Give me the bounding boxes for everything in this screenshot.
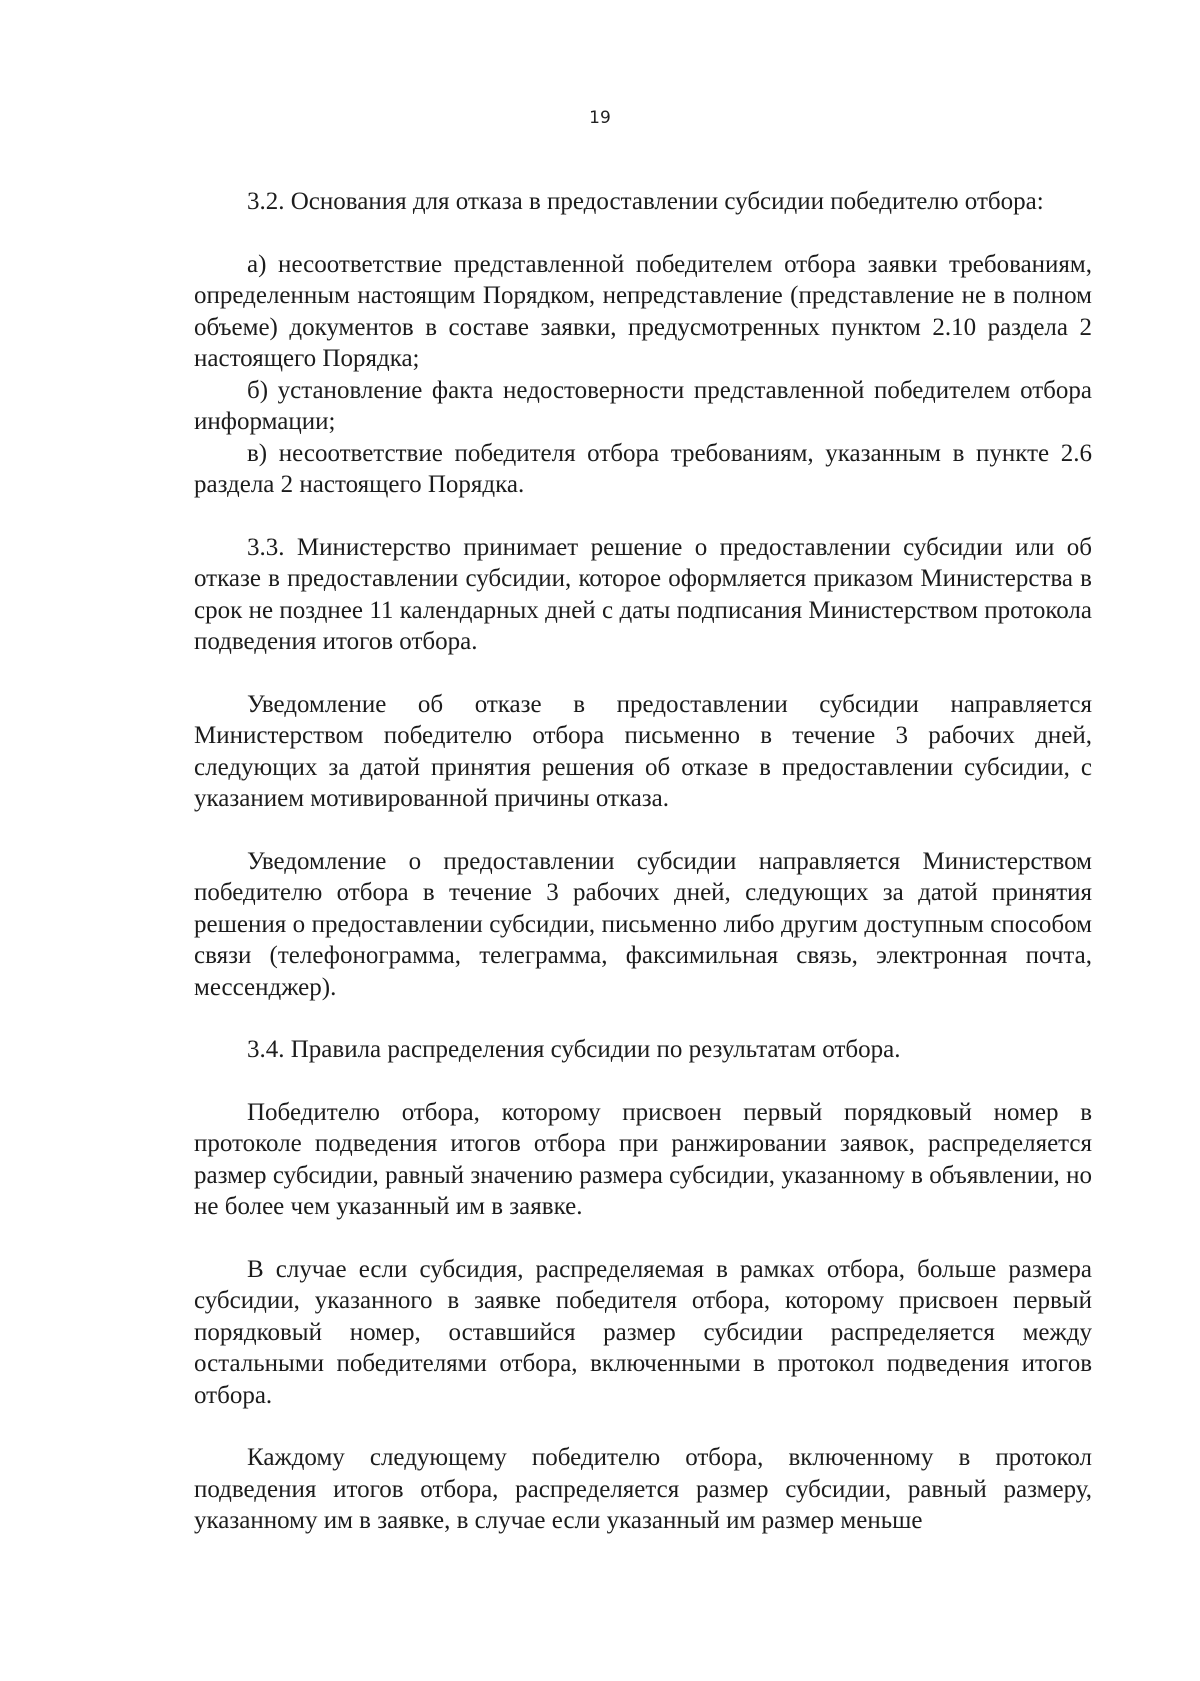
list-item-a: а) несоответствие представленной победителем отбора заявки требованиям, определенным настоящим Порядком, непредставление (представление не в полном объеме) документов в составе заявки, предусмотренных пунктом 2.10 раздела 2 настоящего Порядка;: [194, 250, 1092, 372]
remaining-subsidy-paragraph: В случае если субсидия, распределяемая в рамках отбора, больше размера субсидии, указанного в заявке победителя отбора, которому присвоен первый порядковый номер, оставшийся размер субсидии распределяется между остальными победителями отбора, включенными в протокол подведения итогов отбора.: [194, 1255, 1092, 1409]
list-item-b: б) установление факта недостоверности представленной победителем отбора информации;: [194, 376, 1092, 435]
section-3-4-heading: 3.4. Правила распределения субсидии по результатам отбора.: [247, 1036, 901, 1063]
section-3-2-heading: 3.2. Основания для отказа в предоставлении субсидии победителю отбора:: [247, 188, 1044, 215]
next-winner-paragraph: Каждому следующему победителю отбора, включенному в протокол подведения итогов отбора, распределяется размер субсидии, равный размеру, указанному им в заявке, в случае если указанный им размер меньше: [194, 1444, 1092, 1534]
page-number: 19: [589, 108, 611, 128]
document-body: [194, 186, 1092, 1537]
refusal-notice-paragraph: Уведомление об отказе в предоставлении субсидии направляется Министерством победителю отбора письменно в течение 3 рабочих дней, следующих за датой принятия решения об отказе в предоставлении субсидии, с указанием мотивированной причины отказа.: [194, 690, 1092, 812]
section-3-3-paragraph: 3.3. Министерство принимает решение о предоставлении субсидии или об отказе в предоставлении субсидии, которое оформляется приказом Министерства в срок не позднее 11 календарных дней с даты подписания Министерством протокола подведения итогов отбора.: [194, 533, 1092, 655]
first-winner-paragraph: Победителю отбора, которому присвоен первый порядковый номер в протоколе подведения итогов отбора при ранжировании заявок, распределяется размер субсидии, равный значению размера субсидии, указанному в объявлении, но не более чем указанный им в заявке.: [194, 1098, 1092, 1220]
list-item-v: в) несоответствие победителя отбора требованиям, указанным в пункте 2.6 раздела 2 настоящего Порядка.: [194, 439, 1092, 498]
grant-notice-paragraph: Уведомление о предоставлении субсидии направляется Министерством победителю отбора в течение 3 рабочих дней, следующих за датой принятия решения о предоставлении субсидии, письменно либо другим доступным способом связи (телефонограмма, телеграмма, факсимильная связь, электронная почта, мессенджер).: [194, 847, 1092, 1001]
